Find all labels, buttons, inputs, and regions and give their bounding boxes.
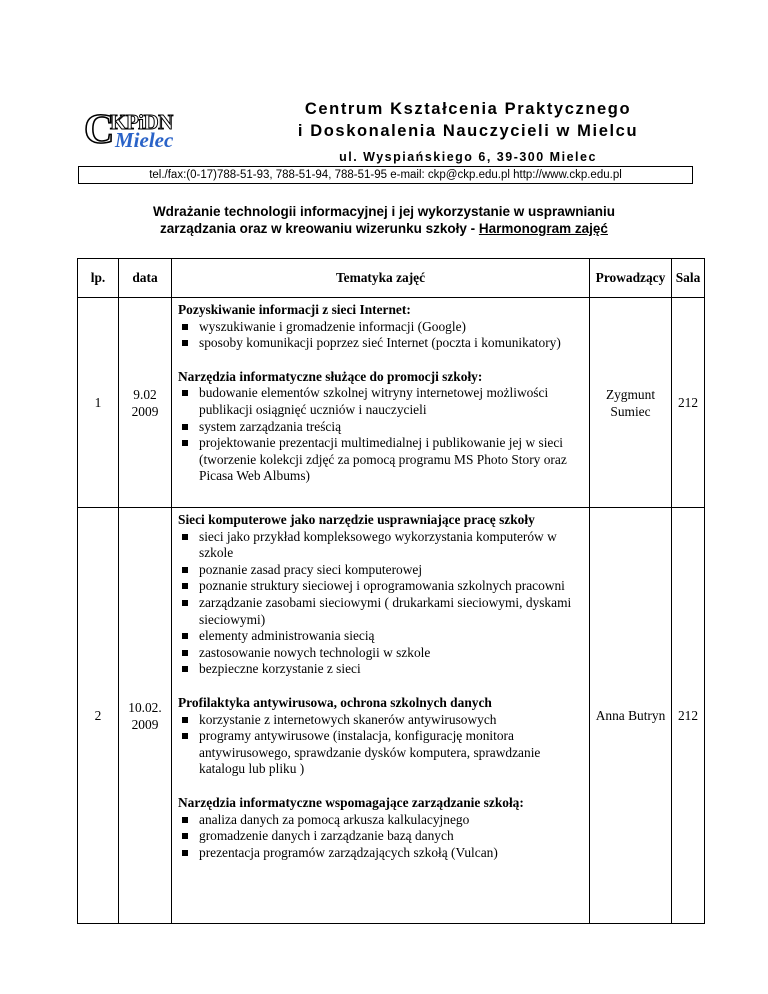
row-teacher: [590, 508, 672, 924]
topic-item: sposoby komunikacji poprzez sieć Internet (poczta i komunikatory): [178, 335, 583, 352]
table-row: [78, 508, 705, 924]
topic-item: zastosowanie nowych technologii w szkole: [178, 645, 583, 662]
row-teacher: [590, 298, 672, 508]
title-schedule-label: Harmonogram zajęć: [478, 221, 608, 236]
topic-section: [178, 369, 583, 485]
header-topic: Tematyka zajęć: [172, 259, 590, 298]
row-topics: [172, 508, 590, 924]
org-name-line1: Centrum Kształcenia Praktycznego: [304, 100, 632, 118]
header-teacher: Prowadzący: [590, 259, 672, 298]
topic-list: [178, 712, 583, 778]
title-line2-text: zarządzania oraz w kreowaniu wizerunku szkoły -: [160, 221, 479, 236]
document-title: [70, 203, 698, 237]
title-line1: Wdrażanie technologii informacyjnej i jej wykorzystanie w usprawnianiu: [152, 204, 616, 219]
row-date: [119, 508, 172, 924]
header-date: data: [119, 259, 172, 298]
topic-item: wyszukiwanie i gromadzenie informacji (Google): [178, 319, 583, 336]
topic-list: [178, 812, 583, 862]
row-room: 212: [672, 298, 705, 508]
topic-section-title: Profilaktyka antywirusowa, ochrona szkolnych danych: [178, 694, 492, 710]
contact-box: tel./fax:(0-17)788-51-93, 788-51-94, 788-51-95 e-mail: ckp@ckp.edu.pl http://www.ckp.edu.pl: [78, 166, 693, 184]
logo-letter-c: C: [84, 107, 115, 153]
topic-item: poznanie struktury sieciowej i oprogramowania szkolnych pracowni: [178, 578, 583, 595]
topic-item: programy antywirusowe (instalacja, konfigurację monitora antywirusowego, sprawdzanie dysków komputera, sprawdzanie katalogu lub pliku ): [178, 728, 583, 778]
row-topics: [172, 298, 590, 508]
row-room: 212: [672, 508, 705, 924]
topic-item: projektowanie prezentacji multimedialnej i publikowanie jej w sieci (tworzenie kolekcji zdjęć za pomocą programu MS Photo Story oraz Picasa Web Albums): [178, 435, 583, 485]
row-lp: 2: [78, 508, 119, 924]
topic-item: system zarządzania treścią: [178, 419, 583, 436]
topic-section-title: Pozyskiwanie informacji z sieci Internet:: [178, 302, 411, 317]
topic-section: [178, 795, 583, 861]
topic-item: budowanie elementów szkolnej witryny internetowej możliwości publikacji osiągnięć uczniów i nauczycieli: [178, 385, 583, 418]
table-row: [78, 298, 705, 508]
row-date-day: 10.02.: [128, 699, 162, 715]
topic-item: prezentacja programów zarządzających szkołą (Vulcan): [178, 845, 583, 862]
topic-section-title: Sieci komputerowe jako narzędzie usprawniające pracę szkoły: [178, 512, 535, 527]
topic-item: elementy administrowania siecią: [178, 628, 583, 645]
row-date-year: 2009: [131, 403, 159, 419]
table-header-row: [78, 259, 705, 298]
topic-section: [178, 695, 583, 778]
topic-section: [178, 302, 583, 352]
topic-item: zarządzanie zasobami sieciowymi ( drukarkami sieciowymi, dyskami sieciowymi): [178, 595, 583, 628]
topic-item: gromadzenie danych i zarządzanie bazą danych: [178, 828, 583, 845]
row-teacher-line1: Anna Butryn: [595, 708, 666, 723]
topic-item: poznanie zasad pracy sieci komputerowej: [178, 562, 583, 579]
topic-list: [178, 385, 583, 485]
row-date-day: 9.02: [133, 386, 157, 402]
logo-city: Mielec: [115, 128, 174, 152]
header-lp: lp.: [78, 259, 119, 298]
ckpidn-logo: [82, 105, 227, 157]
logo-text: KPiDN: [110, 110, 173, 134]
org-address: ul. Wyspiańskiego 6, 39-300 Mielec: [339, 150, 597, 164]
topic-item: korzystanie z internetowych skanerów antywirusowych: [178, 712, 583, 729]
topic-section-title: Narzędzia informatyczne służące do promocji szkoły:: [178, 368, 483, 384]
topic-item: analiza danych za pomocą arkusza kalkulacyjnego: [178, 812, 583, 829]
topic-item: sieci jako przykład kompleksowego wykorzystania komputerów w szkole: [178, 529, 583, 562]
topic-section: [178, 512, 583, 678]
title-line2: [70, 220, 698, 237]
row-teacher-line2: Sumiec: [610, 403, 651, 419]
schedule-table: [77, 258, 705, 924]
row-date: [119, 298, 172, 508]
row-lp: 1: [78, 298, 119, 508]
org-name-line2: i Doskonalenia Nauczycieli w Mielcu: [297, 122, 639, 140]
topic-list: [178, 319, 583, 352]
row-teacher-line1: Zygmunt: [605, 386, 656, 402]
topic-item: bezpieczne korzystanie z sieci: [178, 661, 583, 678]
row-date-year: 2009: [131, 716, 159, 732]
organization-header: [248, 98, 688, 168]
topic-section-title: Narzędzia informatyczne wspomagające zarządzanie szkołą:: [178, 794, 524, 810]
header-room: Sala: [672, 259, 705, 298]
topic-list: [178, 529, 583, 678]
